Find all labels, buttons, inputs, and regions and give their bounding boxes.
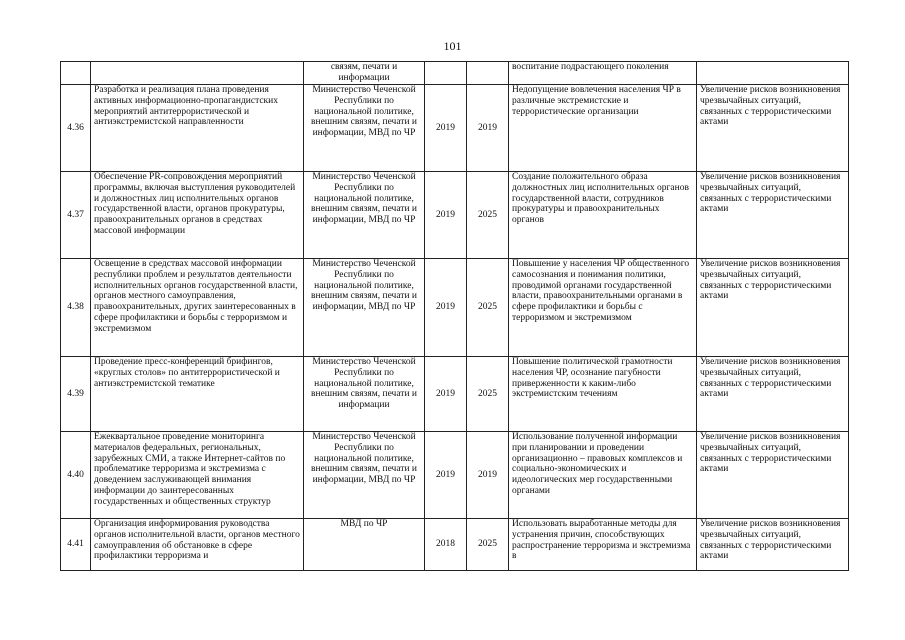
table-row (61, 172, 849, 259)
end-year-cell: 2025 (467, 259, 509, 357)
executor-cell: Министерство Чеченской Республики по национальной политике, внешним связям, печати и информации, МВД по ЧР (304, 85, 425, 172)
start-year-cell: 2019 (425, 85, 467, 172)
result-cell: Повышение у населения ЧР общественного самосознания и понимания политики, проводимой органами государственной власти, правоохранительными органами в сфере профилактики и борьбы с терроризмом и экстремизмом (509, 259, 697, 357)
start-year-cell: 2019 (425, 432, 467, 519)
end-year-cell: 2019 (467, 432, 509, 519)
table-row (61, 259, 849, 357)
page-number: 101 (443, 39, 462, 53)
result-cell: Использование полученной информации при планировании и проведении организационно – правовых комплексов и социально-экономических и идеологических мер государственными органами (509, 432, 697, 519)
result-cell: Повышение политической грамотности населения ЧР, осознание пагубности приверженности к каким-либо экстремистским течениям (509, 357, 697, 432)
action-cell (91, 62, 304, 85)
start-year-cell: 2019 (425, 357, 467, 432)
risk-cell: Увеличение рисков возникновения чрезвычайных ситуаций, связанных с террористическими актами (697, 432, 849, 519)
executor-cell: Министерство Чеченской Республики по национальной политике, внешним связям, печати и информации (304, 357, 425, 432)
result-cell: Недопущение вовлечения населения ЧР в различные экстремистские и террористические организации (509, 85, 697, 172)
start-year-cell: 2019 (425, 172, 467, 259)
result-cell: Создание положительного образа должностных лиц исполнительных органов государственной власти, сотрудников прокуратуры и правоохранительных органов (509, 172, 697, 259)
action-cell: Разработка и реализация плана проведения активных информационно-пропагандистских мероприятий антитеррористической и антиэкстремистской направленности (91, 85, 304, 172)
start-year-cell: 2019 (425, 259, 467, 357)
action-cell: Ежеквартальное проведение мониторинга материалов федеральных, региональных, зарубежных СМИ, а также Интернет-сайтов по проблематике терроризма и экстремизма с доведением заслуживающей внимания информации до заинтересованных государственных и общественных структур (91, 432, 304, 519)
row-number: 4.37 (61, 172, 91, 259)
executor-cell: МВД по ЧР (304, 519, 425, 571)
result-cell: Использовать выработанные методы для устранения причин, способствующих распространение терроризма и экстремизма в (509, 519, 697, 571)
table-row (61, 432, 849, 519)
result-cell: воспитание подрастающего поколения (509, 62, 697, 85)
risk-cell: Увеличение рисков возникновения чрезвычайных ситуаций, связанных с террористическими актами (697, 172, 849, 259)
executor-cell: Министерство Чеченской Республики по национальной политике, внешним связям, печати и информации, МВД по ЧР (304, 259, 425, 357)
end-year-cell: 2025 (467, 172, 509, 259)
end-year-cell: 2025 (467, 519, 509, 571)
table-row (61, 357, 849, 432)
action-cell: Проведение пресс-конференций брифингов, «круглых столов» по антитеррористической и антиэкстремистской тематике (91, 357, 304, 432)
risk-cell (697, 62, 849, 85)
start-year-cell (425, 62, 467, 85)
row-number: 4.40 (61, 432, 91, 519)
risk-cell: Увеличение рисков возникновения чрезвычайных ситуаций, связанных с террористическими актами (697, 259, 849, 357)
row-number (61, 62, 91, 85)
risk-cell: Увеличение рисков возникновения чрезвычайных ситуаций, связанных с террористическими актами (697, 519, 849, 571)
end-year-cell (467, 62, 509, 85)
action-cell: Организация информирования руководства органов исполнительной власти, органов местного самоуправления об обстановке в сфере профилактики терроризма и (91, 519, 304, 571)
table-row (61, 85, 849, 172)
executor-cell: связям, печати и информации (304, 62, 425, 85)
executor-cell: Министерство Чеченской Республики по национальной политике, внешним связям, печати и информации, МВД по ЧР (304, 172, 425, 259)
start-year-cell: 2018 (425, 519, 467, 571)
executor-cell: Министерство Чеченской Республики по национальной политике, внешним связям, печати и информации, МВД по ЧР (304, 432, 425, 519)
row-number: 4.36 (61, 85, 91, 172)
row-number: 4.39 (61, 357, 91, 432)
action-cell: Освещение в средствах массовой информации республики проблем и результатов деятельности исполнительных органов государственной власти, органов местного самоуправления, правоохранительных, других заинтересованных в сфере профилактики и борьбы с терроризмом и экстремизмом (91, 259, 304, 357)
row-number: 4.38 (61, 259, 91, 357)
end-year-cell: 2025 (467, 357, 509, 432)
risk-cell: Увеличение рисков возникновения чрезвычайных ситуаций, связанных с террористическими актами (697, 85, 849, 172)
risk-cell: Увеличение рисков возникновения чрезвычайных ситуаций, связанных с террористическими актами (697, 357, 849, 432)
end-year-cell: 2019 (467, 85, 509, 172)
row-number: 4.41 (61, 519, 91, 571)
measures-table (60, 61, 849, 571)
table-row (61, 62, 849, 85)
action-cell: Обеспечение PR-сопровождения мероприятий программы, включая выступления руководителей и должностных лиц исполнительных органов государственной власти, органов прокуратуры, правоохранительных органов в средствах массовой информации (91, 172, 304, 259)
table-row (61, 519, 849, 571)
